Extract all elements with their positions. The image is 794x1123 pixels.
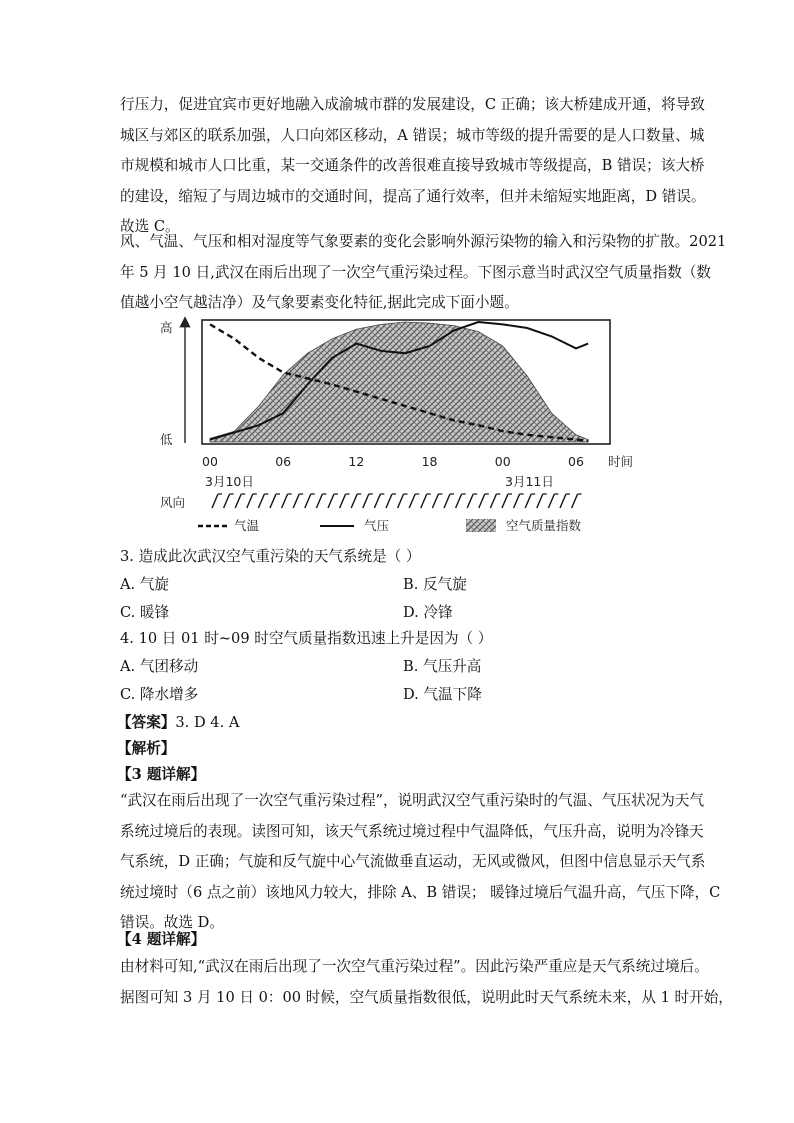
wind-barb — [409, 494, 419, 508]
x-tick-label: 06 — [275, 454, 292, 469]
wind-barb — [247, 494, 257, 508]
text-line: 气系统，D 正确；气旋和反气旋中心气流做垂直运动，无风或微风，但图中信息显示天气系 — [120, 853, 706, 870]
wind-barb — [363, 494, 373, 508]
question-4-stem: 4. 10 日 01 时~09 时空气质量指数迅速上升是因为（ ） — [120, 630, 493, 647]
wind-barb — [560, 494, 570, 508]
wind-barbs — [212, 494, 582, 508]
question-3-stem: 3. 造成此次武汉空气重污染的天气系统是（ ） — [120, 548, 421, 565]
wind-barb — [212, 494, 222, 508]
text-line: 统过境时（6 点之前）该地风力较大，排除 A、B 错误； 暖锋过境后气温升高，气压下降，C — [120, 883, 721, 901]
wind-barb — [537, 494, 547, 508]
intro-paragraph — [120, 90, 706, 243]
q3-title: 【3 题详解】 — [117, 766, 206, 783]
question-3-option-a: A. 气旋 — [120, 576, 170, 593]
wind-barb — [305, 494, 315, 508]
date-label: 3月11日 — [505, 474, 554, 489]
wind-barb — [351, 494, 361, 508]
answer-text: 3. D 4. A — [175, 714, 240, 731]
text-line: 行压力，促进宜宾市更好地融入成渝城市群的发展建设，C 正确；该大桥建成开通，将导致 — [120, 96, 705, 113]
text-line: 值越小空气越洁净）及气象要素变化特征,据此完成下面小题。 — [120, 294, 519, 311]
wind-barb — [282, 494, 292, 508]
x-tick-label: 18 — [421, 454, 438, 469]
wind-barb — [386, 494, 396, 508]
wind-barb — [572, 494, 582, 508]
x-tick-label: 00 — [494, 454, 511, 469]
question-4-option-c: C. 降水增多 — [120, 686, 199, 703]
answer-label: 【答案】 — [117, 714, 176, 731]
wind-barb — [502, 494, 512, 508]
y-axis-bottom-label: 低 — [160, 432, 173, 447]
aqi-area — [210, 322, 588, 442]
x-axis-unit: 时间 — [608, 454, 634, 469]
wind-barb — [444, 494, 454, 508]
legend-hatch-swatch — [466, 519, 496, 532]
wind-barb — [340, 494, 350, 508]
wind-barb — [467, 494, 477, 508]
text-line: 故选 C。 — [120, 218, 180, 235]
wind-barb — [398, 494, 408, 508]
question-4-option-d: D. 气温下降 — [403, 686, 482, 703]
x-tick-label: 00 — [202, 454, 218, 469]
answer-line — [117, 711, 239, 732]
x-tick-label: 12 — [348, 454, 365, 469]
wind-barb — [490, 494, 500, 508]
text-line: 的建设，缩短了与周边城市的交通时间，提高了通行效率，但并未缩短实地距离，D 错误。 — [120, 187, 706, 205]
q4-title: 【4 题详解】 — [117, 931, 206, 948]
wind-barb — [432, 494, 442, 508]
x-tick-label: 06 — [568, 454, 584, 469]
text-line: 据图可知 3 月 10 日 0：00 时候，空气质量指数很低，说明此时天气系统未来，从 1 时开始， — [120, 988, 733, 1006]
wind-barb — [548, 494, 558, 508]
wind-direction-label: 风向 — [160, 495, 186, 510]
wind-barb — [525, 494, 535, 508]
legend-label: 气温 — [234, 518, 260, 533]
y-axis-top-label: 高 — [160, 320, 173, 335]
analysis-title: 【解析】 — [117, 740, 176, 757]
question-3-option-b: B. 反气旋 — [403, 576, 467, 593]
wind-barb — [514, 494, 524, 508]
q4-explanation — [120, 952, 733, 1013]
text-line: 由材料可知,“武汉在雨后出现了一次空气重污染过程”。因此污染严重应是天气系统过境后。 — [120, 958, 709, 975]
text-line: 城区与郊区的联系加强，人口向郊区移动，A 错误；城市等级的提升需要的是人口数量、城 — [120, 126, 705, 144]
wind-barb — [456, 494, 466, 508]
text-line: 系统过境后的表现。读图可知，该天气系统过境过程中气温降低，气压升高，说明为冷锋天 — [120, 822, 704, 840]
text-line: 年 5 月 10 日,武汉在雨后出现了一次空气重污染过程。下图示意当时武汉空气质量指数（数 — [120, 263, 712, 281]
question-4-option-a: A. 气团移动 — [120, 658, 199, 675]
material-paragraph — [120, 227, 727, 319]
wind-barb — [328, 494, 338, 508]
wind-barb — [224, 494, 234, 508]
air-quality-chart — [150, 308, 634, 543]
date-label: 3月10日 — [205, 474, 254, 489]
legend-label: 气压 — [364, 518, 390, 533]
text-line: 风、气温、气压和相对湿度等气象要素的变化会影响外源污染物的输入和污染物的扩散。2021 — [120, 233, 727, 250]
text-line: 错误。故选 D。 — [120, 914, 224, 931]
wind-barb — [374, 494, 384, 508]
question-3-option-d: D. 冷锋 — [403, 604, 453, 621]
wind-barb — [293, 494, 303, 508]
wind-barb — [479, 494, 489, 508]
wind-barb — [316, 494, 326, 508]
text-line: 市规模和城市人口比重，某一交通条件的改善很难直接导致城市等级提高，B 错误；该大桥 — [120, 157, 705, 174]
wind-barb — [258, 494, 268, 508]
wind-barb — [235, 494, 245, 508]
wind-barb — [421, 494, 431, 508]
wind-barb — [270, 494, 280, 508]
question-4-option-b: B. 气压升高 — [403, 658, 482, 675]
text-line: “武汉在雨后出现了一次空气重污染过程”，说明武汉空气重污染时的气温、气压状况为天气 — [120, 792, 705, 809]
chart-legend — [198, 518, 582, 533]
question-3-option-c: C. 暖锋 — [120, 604, 170, 621]
q3-explanation — [120, 786, 721, 939]
legend-label: 空气质量指数 — [506, 518, 582, 533]
